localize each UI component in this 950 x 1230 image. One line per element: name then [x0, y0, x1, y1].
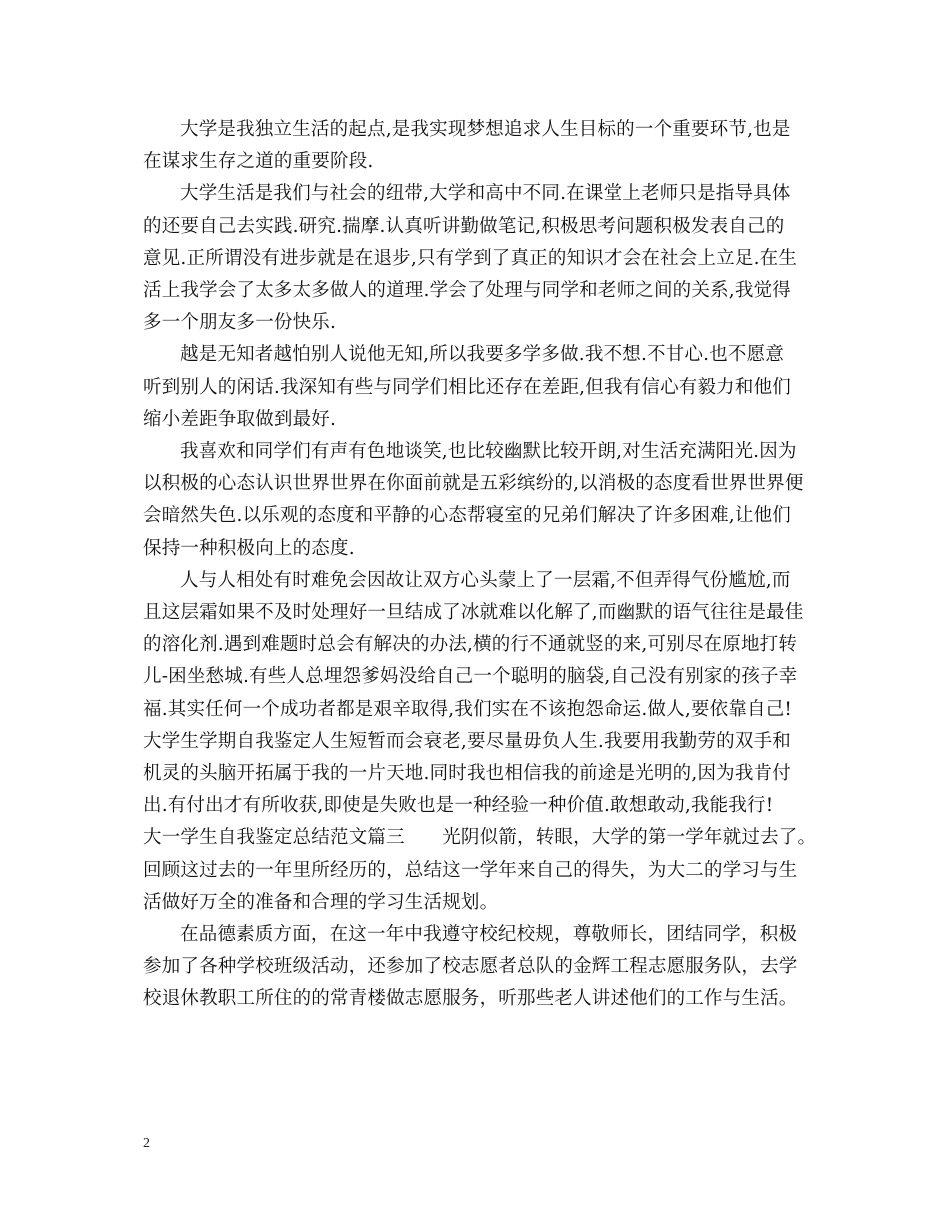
text-line: 校退休教职工所住的的常青楼做志愿服务，听那些老人讲述他们的工作与生活。: [143, 988, 798, 1010]
page-number: 2: [143, 1136, 150, 1151]
text-line: 在谋求生存之道的重要阶段.: [143, 151, 374, 173]
text-line: 会暗然失色.以乐观的态度和平静的心态帮寝室的兄弟们解决了许多困难,让他们: [143, 505, 791, 527]
text-line: 人与人相处有时难免会因故让双方心头蒙上了一层霜,不但弄得气份尴尬,而: [180, 569, 791, 591]
paragraph-4: [143, 436, 823, 565]
text-line: 大学生学期自我鉴定人生短暂而会衰老,要尽量毋负人生.我要用我勤劳的双手和: [143, 730, 791, 752]
text-line: 的溶化剂.遇到难题时总会有解决的办法,横的行不通就竖的来,可别尽在原地打转: [143, 634, 798, 656]
text-line: 大一学生自我鉴定总结范文篇三 光阴似箭，转眼，大学的第一学年就过去了。: [143, 827, 817, 849]
text-line: 机灵的头脑开拓属于我的一片天地.同时我也相信我的前途是光明的,因为我肯付: [143, 763, 791, 785]
text-line: 听到别人的闲话.我深知有些与同学们相比还存在差距,但我有信心有毅力和他们: [143, 376, 791, 398]
text-line: 以积极的心态认识世界世界在你面前就是五彩缤纷的,以消极的态度看世界世界便: [143, 473, 804, 495]
text-line: 保持一种积极向上的态度.: [143, 537, 355, 559]
text-line: 我喜欢和同学们有声有色地谈笑,也比较幽默比较开朗,对生活充满阳光.因为: [180, 441, 797, 463]
text-line: 活做好万全的准备和合理的学习生活规划。: [143, 891, 499, 913]
text-line: 且这层霜如果不及时处理好一旦结成了冰就难以化解了,而幽默的语气往往是最佳: [143, 602, 804, 624]
paragraph-2: [143, 178, 823, 339]
document-body: [143, 114, 823, 1016]
text-line: 大学生活是我们与社会的纽带,大学和高中不同.在课堂上老师只是指导具体: [180, 183, 791, 205]
text-line: 出.有付出才有所收获,即使是失败也是一种经验一种价值.敢想敢动,我能我行!: [143, 795, 774, 817]
text-line: 缩小差距争取做到最好.: [143, 408, 337, 430]
text-line: 的还要自己去实践.研究.揣摩.认真听讲勤做笔记,积极思考问题积极发表自己的: [143, 215, 785, 237]
text-line: 回顾这过去的一年里所经历的，总结这一学年来自己的得失，为大二的学习与生: [143, 859, 798, 881]
text-line: 儿-困坐愁城.有些人总埋怨爹妈没给自己一个聪明的脑袋,自己没有别家的孩子幸: [143, 666, 798, 688]
text-line: 意见.正所谓没有进步就是在退步,只有学到了真正的知识才会在社会上立足.在生: [143, 247, 798, 269]
paragraph-1: [143, 114, 823, 178]
text-line: 大学是我独立生活的起点,是我实现梦想追求人生目标的一个重要环节,也是: [180, 119, 791, 140]
text-line: 多一个朋友多一份快乐.: [143, 312, 337, 334]
text-line: 活上我学会了太多太多做人的道理.学会了处理与同学和老师之间的关系,我觉得: [143, 280, 791, 302]
text-line: 参加了各种学校班级活动，还参加了校志愿者总队的金辉工程志愿服务队，去学: [143, 956, 798, 978]
text-line: 越是无知者越怕别人说他无知,所以我要多学多做.我不想.不甘心.也不愿意: [180, 344, 785, 366]
paragraph-6: [143, 919, 823, 1016]
paragraph-5: [143, 565, 823, 919]
text-line: 在品德素质方面，在这一年中我遵守校纪校规，尊敬师长，团结同学，积极: [180, 924, 798, 946]
text-line: 福.其实任何一个成功者都是艰辛取得,我们实在不该抱怨命运.做人,要依靠自己!: [143, 698, 793, 720]
paragraph-3: [143, 339, 823, 436]
